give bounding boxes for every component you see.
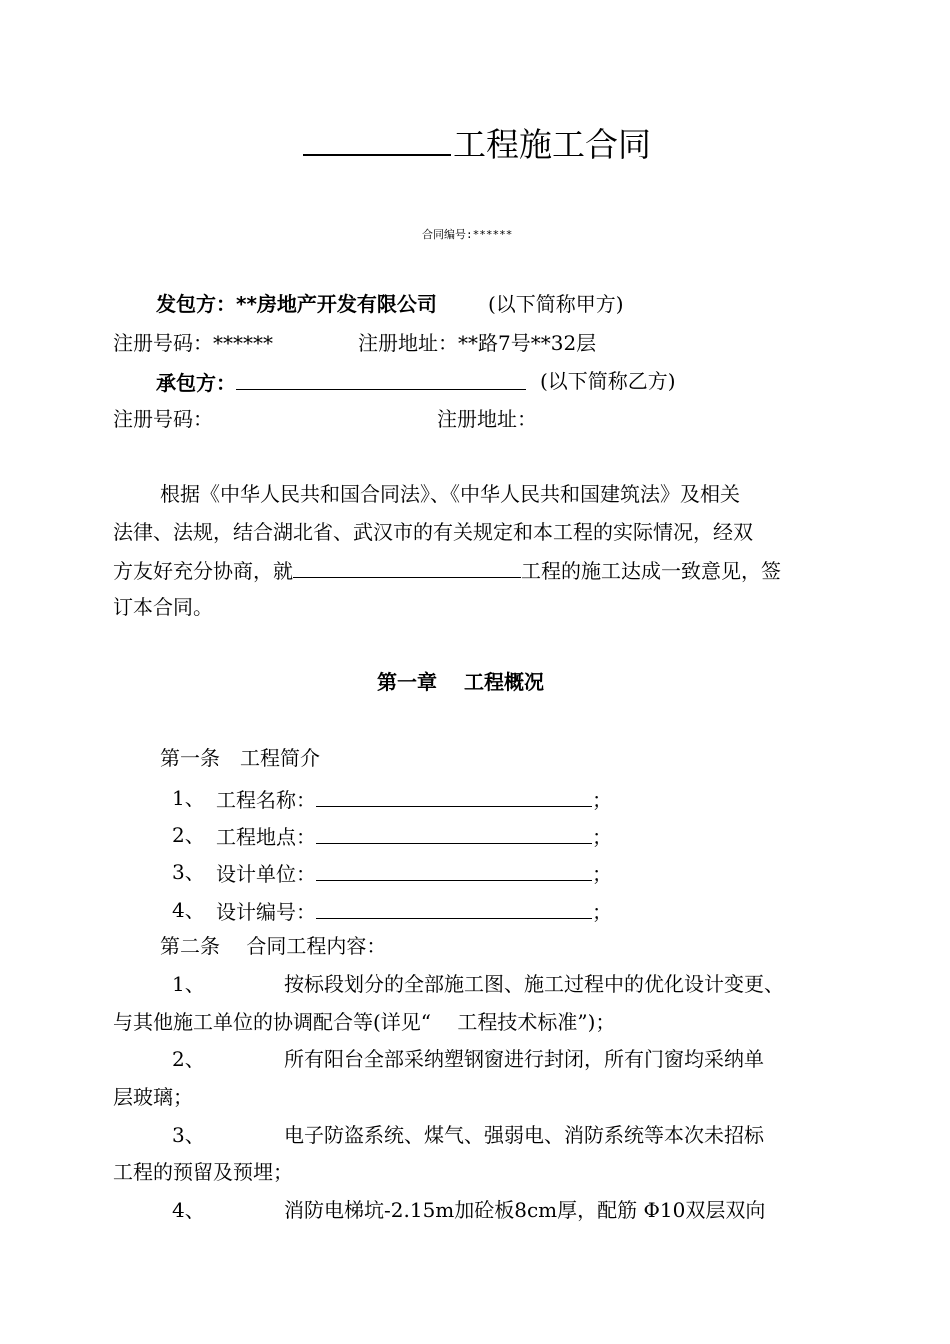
article-2-item-1-line-1: 按标段划分的全部施工图、施工过程中的优化设计变更、 <box>284 972 784 996</box>
article-2-item-1-number: 1、 <box>172 972 205 996</box>
party-b-alias: (以下简称乙方) <box>540 369 676 393</box>
party-a-reg-addr: 注册地址：**路7号**32层 <box>358 331 597 355</box>
party-b-reg-no: 注册号码： <box>113 407 213 431</box>
project-name-field[interactable] <box>316 786 592 807</box>
article-1-item <box>172 860 205 884</box>
item-end: ； <box>592 825 612 849</box>
page-title <box>303 124 651 165</box>
item-label: 设计编号： <box>216 900 316 924</box>
project-location-field[interactable] <box>316 823 592 844</box>
article-2-item-2-number: 2、 <box>172 1047 205 1071</box>
article-2-item-4-number: 4、 <box>172 1198 205 1222</box>
article-1-item <box>172 898 205 922</box>
article-2-item-3-line-2: 工程的预留及预埋； <box>113 1160 293 1184</box>
article-2-title: 第二条 合同工程内容： <box>160 934 387 958</box>
item-number: 3、 <box>172 860 205 884</box>
article-2-item-3-number: 3、 <box>172 1123 205 1147</box>
party-a-label: 发包方： <box>156 292 236 316</box>
item-number: 2、 <box>172 823 205 847</box>
party-b-label: 承包方： <box>156 371 236 395</box>
item-end: ； <box>592 862 612 886</box>
design-unit-field[interactable] <box>316 860 592 881</box>
contract-number: 合同编号:****** <box>422 228 513 241</box>
article-2-item-2-line-2: 层玻璃； <box>113 1085 193 1109</box>
item-label: 设计单位： <box>216 862 316 886</box>
item-label: 工程名称： <box>216 788 316 812</box>
article-1-item <box>172 823 205 847</box>
article-1-item-3 <box>216 860 612 886</box>
preamble-line-3a: 方友好充分协商，就 <box>113 559 293 583</box>
party-b-reg-addr: 注册地址： <box>437 407 537 431</box>
article-2-item-2-line-1: 所有阳台全部采纳塑钢窗进行封闭，所有门窗均采纳单 <box>284 1047 764 1071</box>
design-number-field[interactable] <box>316 898 592 919</box>
party-b-name-blank[interactable] <box>236 369 526 390</box>
preamble-line-4: 订本合同。 <box>113 595 213 619</box>
party-a-alias: (以下简称甲方) <box>488 292 624 316</box>
party-a-name: **房地产开发有限公司 <box>236 292 437 316</box>
article-2-item-4-line-1: 消防电梯坑-2.15m加砼板8cm厚，配筋 Φ10双层双向 <box>284 1198 766 1222</box>
item-label: 工程地点： <box>216 825 316 849</box>
project-name-blank[interactable] <box>303 124 451 156</box>
item-number: 1、 <box>172 786 205 810</box>
party-b-line <box>156 369 526 395</box>
article-1-item-2 <box>216 823 612 849</box>
article-1-item-1 <box>216 786 612 812</box>
preamble-line-3b: 工程的施工达成一致意见，签 <box>521 559 781 583</box>
preamble-project-blank[interactable] <box>293 557 521 578</box>
party-a-reg-no: 注册号码：****** <box>113 331 273 355</box>
item-end: ； <box>592 900 612 924</box>
article-1-item <box>172 786 205 810</box>
title-text: 工程施工合同 <box>453 125 651 164</box>
article-1-item-4 <box>216 898 612 924</box>
article-2-item-3-line-1: 电子防盗系统、煤气、强弱电、消防系统等本次未招标 <box>284 1123 764 1147</box>
chapter-1-title: 第一章 工程概况 <box>377 670 544 694</box>
item-end: ； <box>592 788 612 812</box>
party-a-line <box>156 292 437 316</box>
article-1-title: 第一条 工程简介 <box>160 746 320 770</box>
item-number: 4、 <box>172 898 205 922</box>
article-2-item-1-line-2: 与其他施工单位的协调配合等(详见“ 工程技术标准”)； <box>113 1010 616 1034</box>
preamble-line-2: 法律、法规，结合湖北省、武汉市的有关规定和本工程的实际情况，经双 <box>113 520 753 544</box>
preamble-line-1: 根据《中华人民共和国合同法》、《中华人民共和国建筑法》及相关 <box>160 482 740 506</box>
preamble-line-3 <box>113 557 781 583</box>
